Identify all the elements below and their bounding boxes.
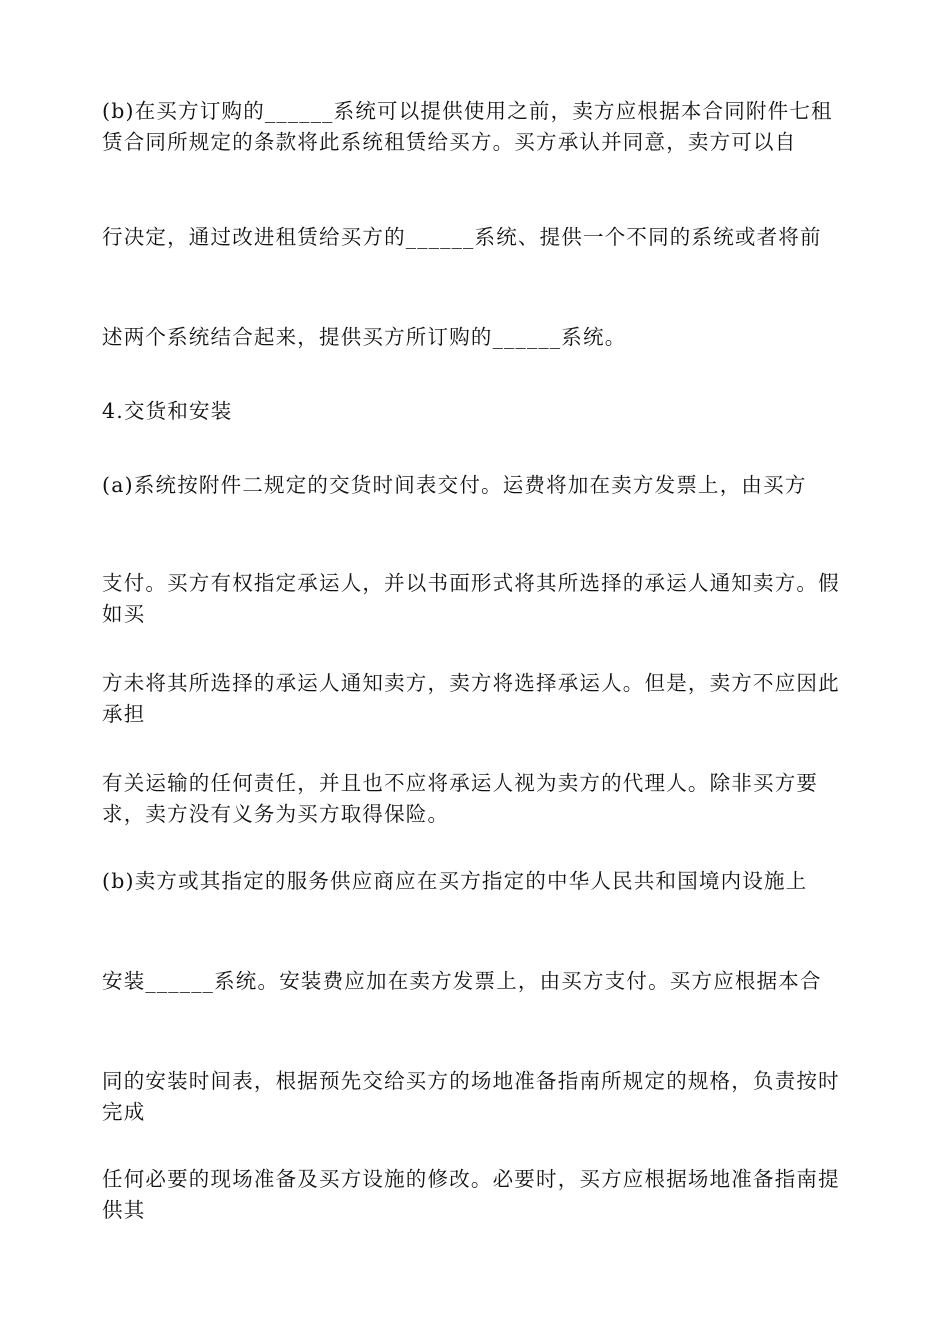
paragraph-4b-site-preparation: 同的安装时间表，根据预先交给买方的场地准备指南所规定的规格，负责按时完成 [102,1069,840,1124]
section-heading-delivery-installation: 4.交货和安装 [102,399,233,423]
paragraph-4a-carrier-selection: 方未将其所选择的承运人通知卖方，卖方将选择承运人。但是，卖方不应因此承担 [102,671,840,726]
paragraph-4a-insurance: 有关运输的任何责任，并且也不应将承运人视为卖方的代理人。除非买方要求，卖方没有义务为买方取得保险。 [102,771,819,826]
paragraph-3b-end: 述两个系统结合起来，提供买方所订购的______系统。 [102,325,627,349]
paragraph-4b-installation-fee: 安装______系统。安装费应加在卖方发票上，由买方支付。买方应根据本合 [102,969,822,993]
paragraph-3b-lease-clause: (b)在买方订购的______系统可以提供使用之前，卖方应根据本合同附件七租赁合同所规定的条款将此系统租赁给买方。买方承认并同意，卖方可以自 [102,99,833,154]
paragraph-4a-delivery: (a)系统按附件二规定的交货时间表交付。运费将加在卖方发票上，由买方 [102,473,807,497]
paragraph-4a-carrier: 支付。买方有权指定承运人，并以书面形式将其所选择的承运人通知卖方。假如买 [102,571,840,626]
paragraph-3b-continued: 行决定，通过改进租赁给买方的______系统、提供一个不同的系统或者将前 [102,225,822,249]
paragraph-4b-facility-modification: 任何必要的现场准备及买方设施的修改。必要时，买方应根据场地准备指南提供其 [102,1167,840,1222]
paragraph-4b-installation: (b)卖方或其指定的服务供应商应在买方指定的中华人民共和国境内设施上 [102,869,808,893]
